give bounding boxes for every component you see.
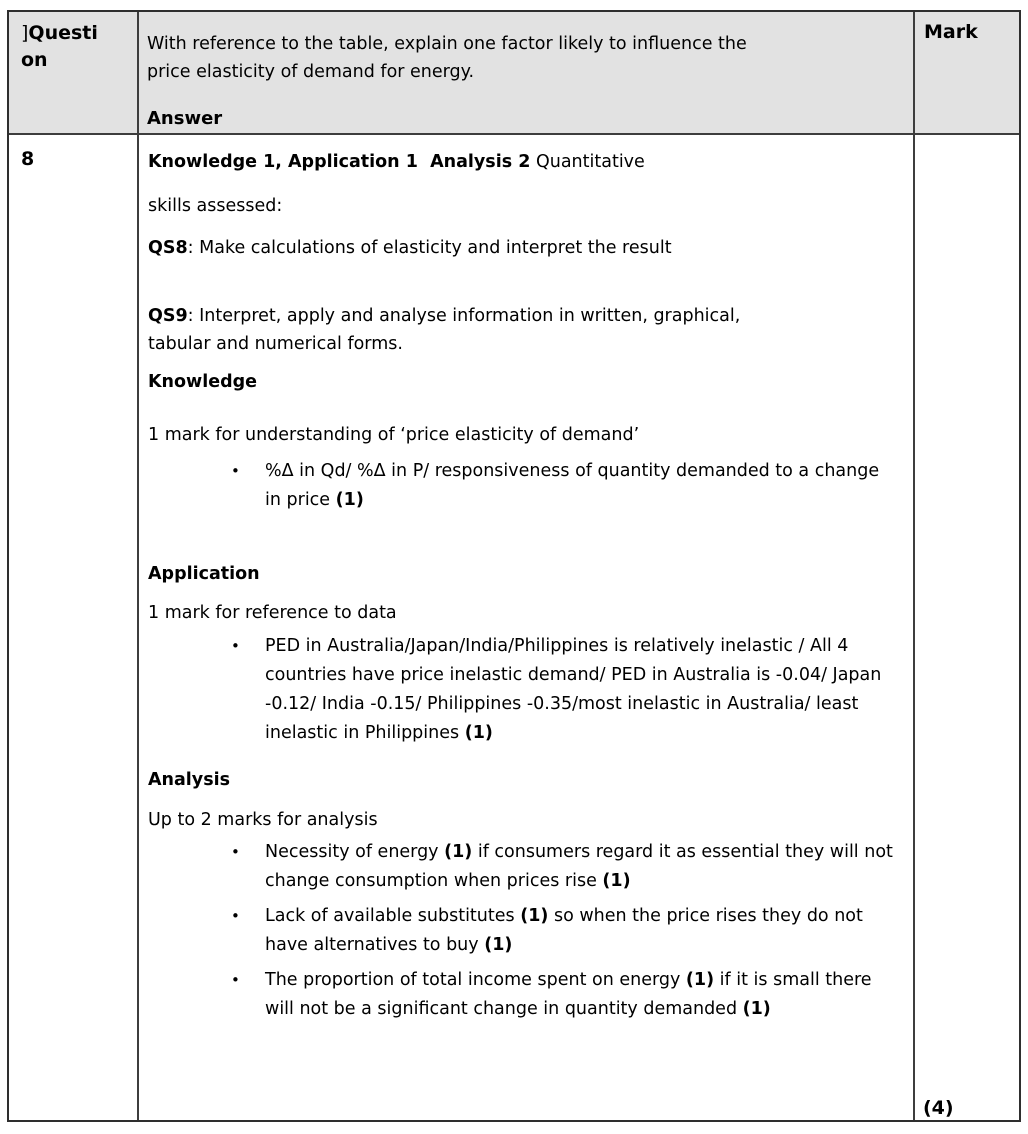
analysis-heading: Analysis (148, 770, 231, 790)
question-number-cell (9, 135, 137, 1120)
qs8-line: QS8: Make calculations of elasticity and interpret the result (148, 238, 672, 258)
list-item: • %Δ in Qd/ %Δ in P/ responsiveness of quantity demanded to a change in price (1) (148, 457, 895, 515)
answer-cell (137, 135, 913, 1120)
analysis-bullet-list (148, 838, 895, 1024)
answer-label: Answer (147, 108, 223, 129)
header-question-label: ]Question (21, 22, 98, 71)
list-item: • The proportion of total income spent on energy (1) if it is small there will not be a significant change in quantity demanded (1) (148, 966, 895, 1024)
analysis-intro: Up to 2 marks for analysis (148, 810, 378, 830)
skills-assessed-line: skills assessed: (148, 196, 283, 216)
mark-cell (913, 135, 1019, 1120)
skills-summary-line: Knowledge 1, Application 1 Analysis 2 Quantitative (148, 152, 645, 172)
list-item: • Necessity of energy (1) if consumers regard it as essential they will not change consumption when prices rise (1) (148, 838, 895, 896)
application-bullet-list (148, 632, 895, 748)
header-prompt-cell (137, 12, 913, 135)
header-question-cell (9, 12, 137, 135)
knowledge-heading: Knowledge (148, 372, 257, 392)
question-number: 8 (21, 148, 35, 170)
header-mark-cell (913, 12, 1019, 135)
mark-scheme-table (7, 10, 1021, 1122)
knowledge-bullet-list (148, 457, 895, 515)
mark-label: Mark (924, 21, 978, 43)
question-prompt: With reference to the table, explain one factor likely to influence the price elasticity of demand for energy. (147, 34, 747, 82)
application-heading: Application (148, 564, 260, 584)
qs9-line: QS9: Interpret, apply and analyse information in written, graphical, tabular and numerical forms. (148, 306, 741, 354)
knowledge-intro: 1 mark for understanding of ‘price elasticity of demand’ (148, 425, 640, 445)
list-item: • PED in Australia/Japan/India/Philippines is relatively inelastic / All 4 countries have price inelastic demand/ PED in Australia is -0.04/ Japan -0.12/ India -0.15/ Philippines -0.35/most inelastic in Australia/ least inelastic in Philippines (1) (148, 632, 895, 748)
list-item: • Lack of available substitutes (1) so when the price rises they do not have alternatives to buy (1) (148, 902, 895, 960)
application-intro: 1 mark for reference to data (148, 603, 397, 623)
mark-value: (4) (923, 1097, 954, 1119)
